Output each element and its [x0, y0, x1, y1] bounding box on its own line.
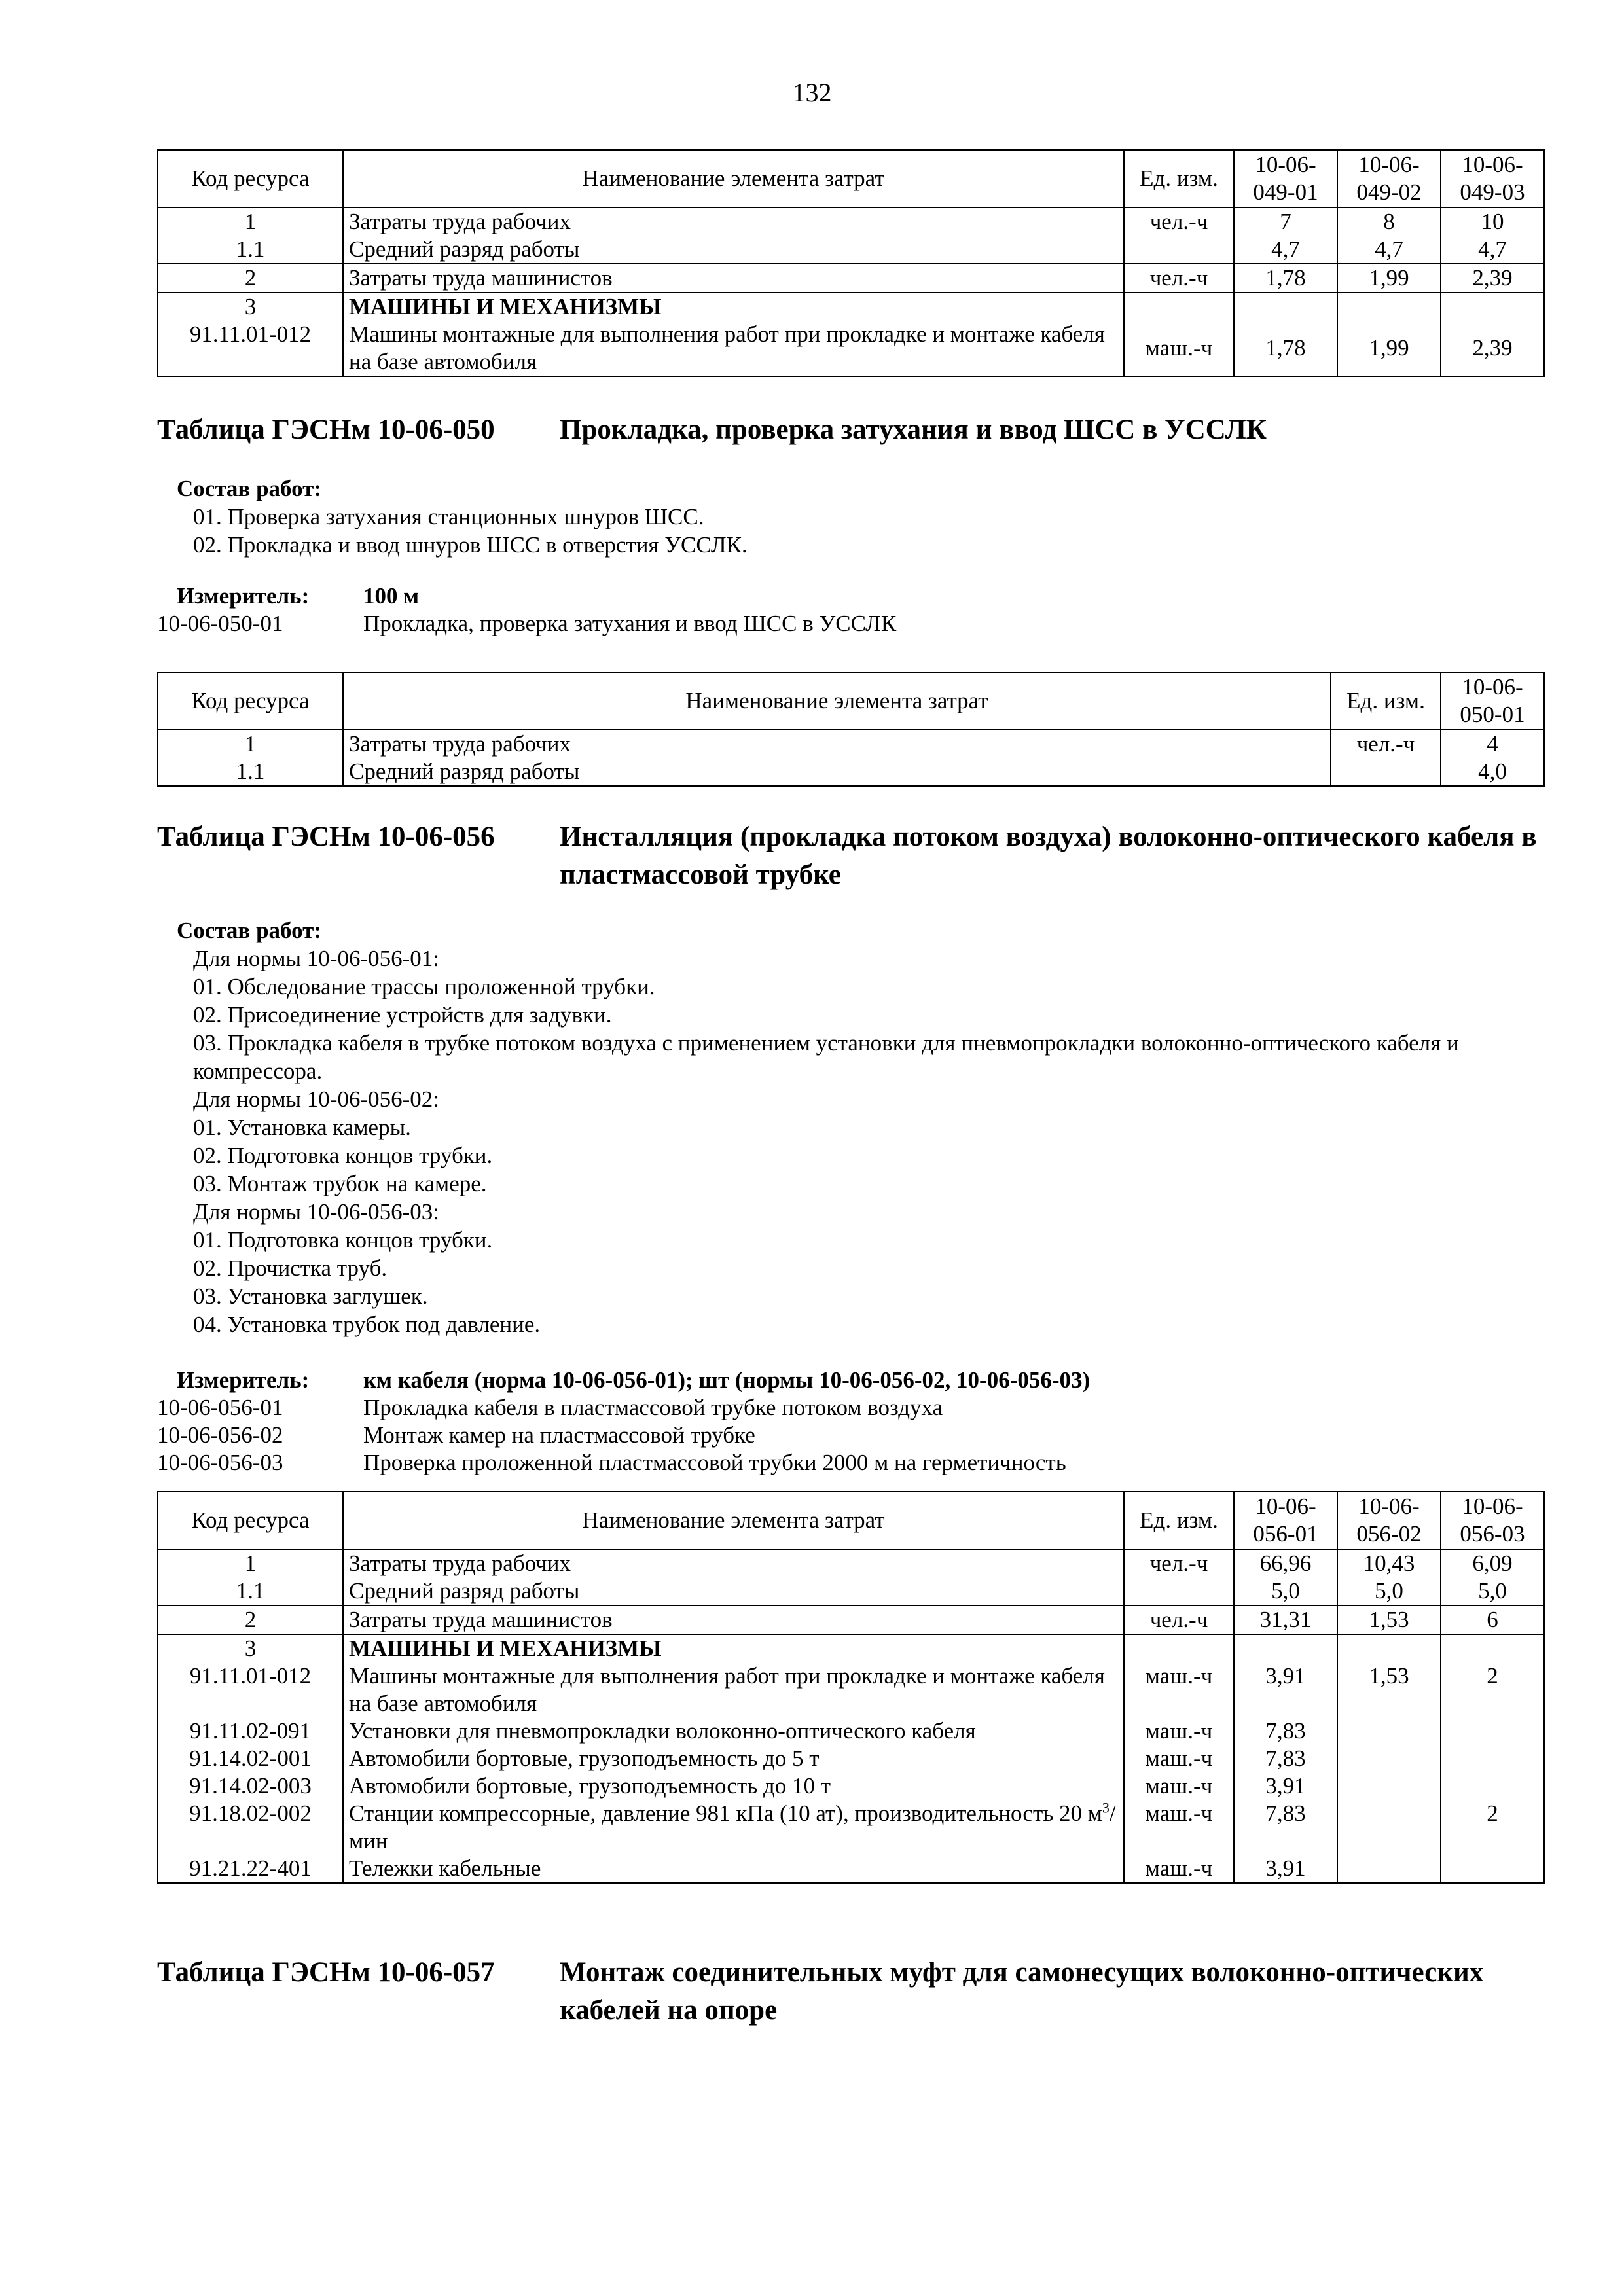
- col-name-header: Наименование элемента затрат: [343, 150, 1124, 207]
- composition-line: 03. Установка заглушек.: [193, 1283, 428, 1309]
- table-row: 1 Затраты труда рабочих чел.-ч 4: [158, 730, 1544, 758]
- table-header-row: [158, 150, 1544, 207]
- table-row: 1.1 Средний разряд работы 4,0: [158, 758, 1544, 786]
- col-code-header: Код ресурса: [158, 150, 343, 207]
- col-3-header: 10-06- 049-03: [1441, 150, 1544, 207]
- meter-value: км кабеля (норма 10-06-056-01); шт (нормы 10-06-056-02, 10-06-056-03): [363, 1367, 1091, 1393]
- table-row: 2 Затраты труда машинистов чел.-ч 1,78 1,99 2,39: [158, 264, 1544, 293]
- table-label: Таблица ГЭСНм 10-06-057: [157, 1957, 495, 1988]
- composition-line: 01. Подготовка концов трубки.: [193, 1227, 493, 1253]
- composition-line: 02. Прочистка труб.: [193, 1255, 388, 1281]
- table-title: Монтаж соединительных муфт для самонесущих волоконно-оптических кабелей на опоре: [560, 1957, 1484, 2026]
- composition-line: Для нормы 10-06-056-03:: [193, 1199, 439, 1225]
- col-3-header: 10-06- 056-03: [1441, 1492, 1544, 1549]
- table-header-row: [158, 1492, 1544, 1549]
- col-2-header: 10-06- 056-02: [1337, 1492, 1441, 1549]
- norm-name: Прокладка, проверка затухания и ввод ШСС в УССЛК: [363, 611, 897, 636]
- table-label: Таблица ГЭСНм 10-06-050: [157, 414, 495, 445]
- norm-code: 10-06-056-03: [157, 1450, 283, 1475]
- meter-label: Измеритель:: [177, 583, 310, 609]
- table-row: 3 МАШИНЫ И МЕХАНИЗМЫ: [158, 293, 1544, 321]
- norm-name: Монтаж камер на пластмассовой трубке: [363, 1422, 755, 1448]
- composition-line: 01. Установка камеры.: [193, 1115, 411, 1140]
- col-name-header: Наименование элемента затрат: [343, 672, 1331, 730]
- table-title: Инсталляция (прокладка потоком воздуха) волоконно-оптического кабеля в пластмассовой трубке: [560, 821, 1537, 890]
- table-row: 1 Затраты труда рабочих чел.-ч 7 8 10: [158, 207, 1544, 236]
- table-title-050: [157, 411, 1545, 450]
- table-row: 91.11.01-012 Машины монтажные для выполнения работ при прокладке и монтаже кабеля на базе автомобиля маш.-ч 3,91 1,53 2: [158, 1662, 1544, 1717]
- table-050: [157, 672, 1545, 787]
- norm-name: Проверка проложенной пластмассовой трубки 2000 м на герметичность: [363, 1450, 1066, 1475]
- table-label: Таблица ГЭСНм 10-06-056: [157, 821, 495, 852]
- composition-line: Для нормы 10-06-056-01:: [193, 946, 439, 971]
- composition-line: 02. Присоединение устройств для задувки.: [193, 1002, 612, 1028]
- table-row: 91.21.22-401 Тележки кабельные маш.-ч 3,91: [158, 1855, 1544, 1883]
- composition-line: 03. Монтаж трубок на камере.: [193, 1171, 487, 1196]
- col-1-header: 10-06- 050-01: [1441, 672, 1544, 730]
- table-title: Прокладка, проверка затухания и ввод ШСС в УССЛК: [560, 414, 1267, 445]
- table-row: 91.14.02-001 Автомобили бортовые, грузоподъемность до 5 т маш.-ч 7,83: [158, 1745, 1544, 1772]
- composition-line: 03. Прокладка кабеля в трубке потоком воздуха с применением установки для пневмопрокладки волоконно-оптического кабеля и компрессора.: [193, 1030, 1459, 1084]
- table-row: 1 Затраты труда рабочих чел.-ч 66,96 10,43 6,09: [158, 1549, 1544, 1577]
- col-code-header: Код ресурса: [158, 1492, 343, 1549]
- table-row: 3 МАШИНЫ И МЕХАНИЗМЫ: [158, 1634, 1544, 1662]
- col-2-header: 10-06- 049-02: [1337, 150, 1441, 207]
- col-name-header: Наименование элемента затрат: [343, 1492, 1124, 1549]
- meter-block-050: [157, 583, 1532, 637]
- composition-line: 02. Подготовка концов трубки.: [193, 1143, 493, 1168]
- table-title-057: [157, 1954, 1545, 2032]
- norm-code: 10-06-050-01: [157, 611, 283, 636]
- meter-block-056: [157, 1367, 1532, 1477]
- col-unit-header: Ед. изм.: [1124, 1492, 1234, 1549]
- table-row: 1.1 Средний разряд работы 4,7 4,7 4,7: [158, 236, 1544, 264]
- composition-line: Для нормы 10-06-056-02:: [193, 1086, 439, 1112]
- col-unit-header: Ед. изм.: [1124, 150, 1234, 207]
- table-header-row: [158, 672, 1544, 730]
- table-049: [157, 149, 1545, 377]
- composition-step: 02. Прокладка и ввод шнуров ШСС в отверстия УССЛК.: [193, 532, 748, 558]
- work-composition-050: [157, 475, 748, 559]
- col-1-header: 10-06- 056-01: [1234, 1492, 1337, 1549]
- meter-label: Измеритель:: [177, 1367, 310, 1393]
- col-code-header: Код ресурса: [158, 672, 343, 730]
- table-056: [157, 1491, 1545, 1884]
- norm-name: Прокладка кабеля в пластмассовой трубке потоком воздуха: [363, 1395, 943, 1420]
- composition-step: 01. Проверка затухания станционных шнуров ШСС.: [193, 504, 704, 529]
- col-1-header: 10-06- 049-01: [1234, 150, 1337, 207]
- composition-label: Состав работ:: [177, 476, 321, 501]
- table-row: 91.14.02-003 Автомобили бортовые, грузоподъемность до 10 т маш.-ч 3,91: [158, 1772, 1544, 1800]
- table-row: 2 Затраты труда машинистов чел.-ч 31,31 1,53 6: [158, 1605, 1544, 1634]
- meter-value: 100 м: [363, 583, 420, 609]
- table-row: 91.11.02-091 Установки для пневмопрокладки волоконно-оптического кабеля маш.-ч 7,83: [158, 1717, 1544, 1745]
- composition-line: 01. Обследование трассы проложенной трубки.: [193, 974, 655, 999]
- table-row: 1.1 Средний разряд работы 5,0 5,0 5,0: [158, 1577, 1544, 1605]
- norm-code: 10-06-056-02: [157, 1422, 283, 1448]
- composition-line: 04. Установка трубок под давление.: [193, 1312, 541, 1337]
- page-number: 132: [792, 78, 832, 107]
- work-composition-056: [157, 916, 1542, 1338]
- col-unit-header: Ед. изм.: [1331, 672, 1441, 730]
- table-row: 91.11.01-012 Машины монтажные для выполнения работ при прокладке и монтаже кабеля на базе автомобиля маш.-ч 1,78 1,99 2,39: [158, 321, 1544, 376]
- table-row: 91.18.02-002 Станции компрессорные, давление 981 кПа (10 ат), производительность 20 $м^3$/мин маш.-ч 7,83 2: [158, 1800, 1544, 1855]
- table-title-056: [157, 818, 1545, 897]
- composition-label: Состав работ:: [177, 918, 321, 943]
- norm-code: 10-06-056-01: [157, 1395, 283, 1420]
